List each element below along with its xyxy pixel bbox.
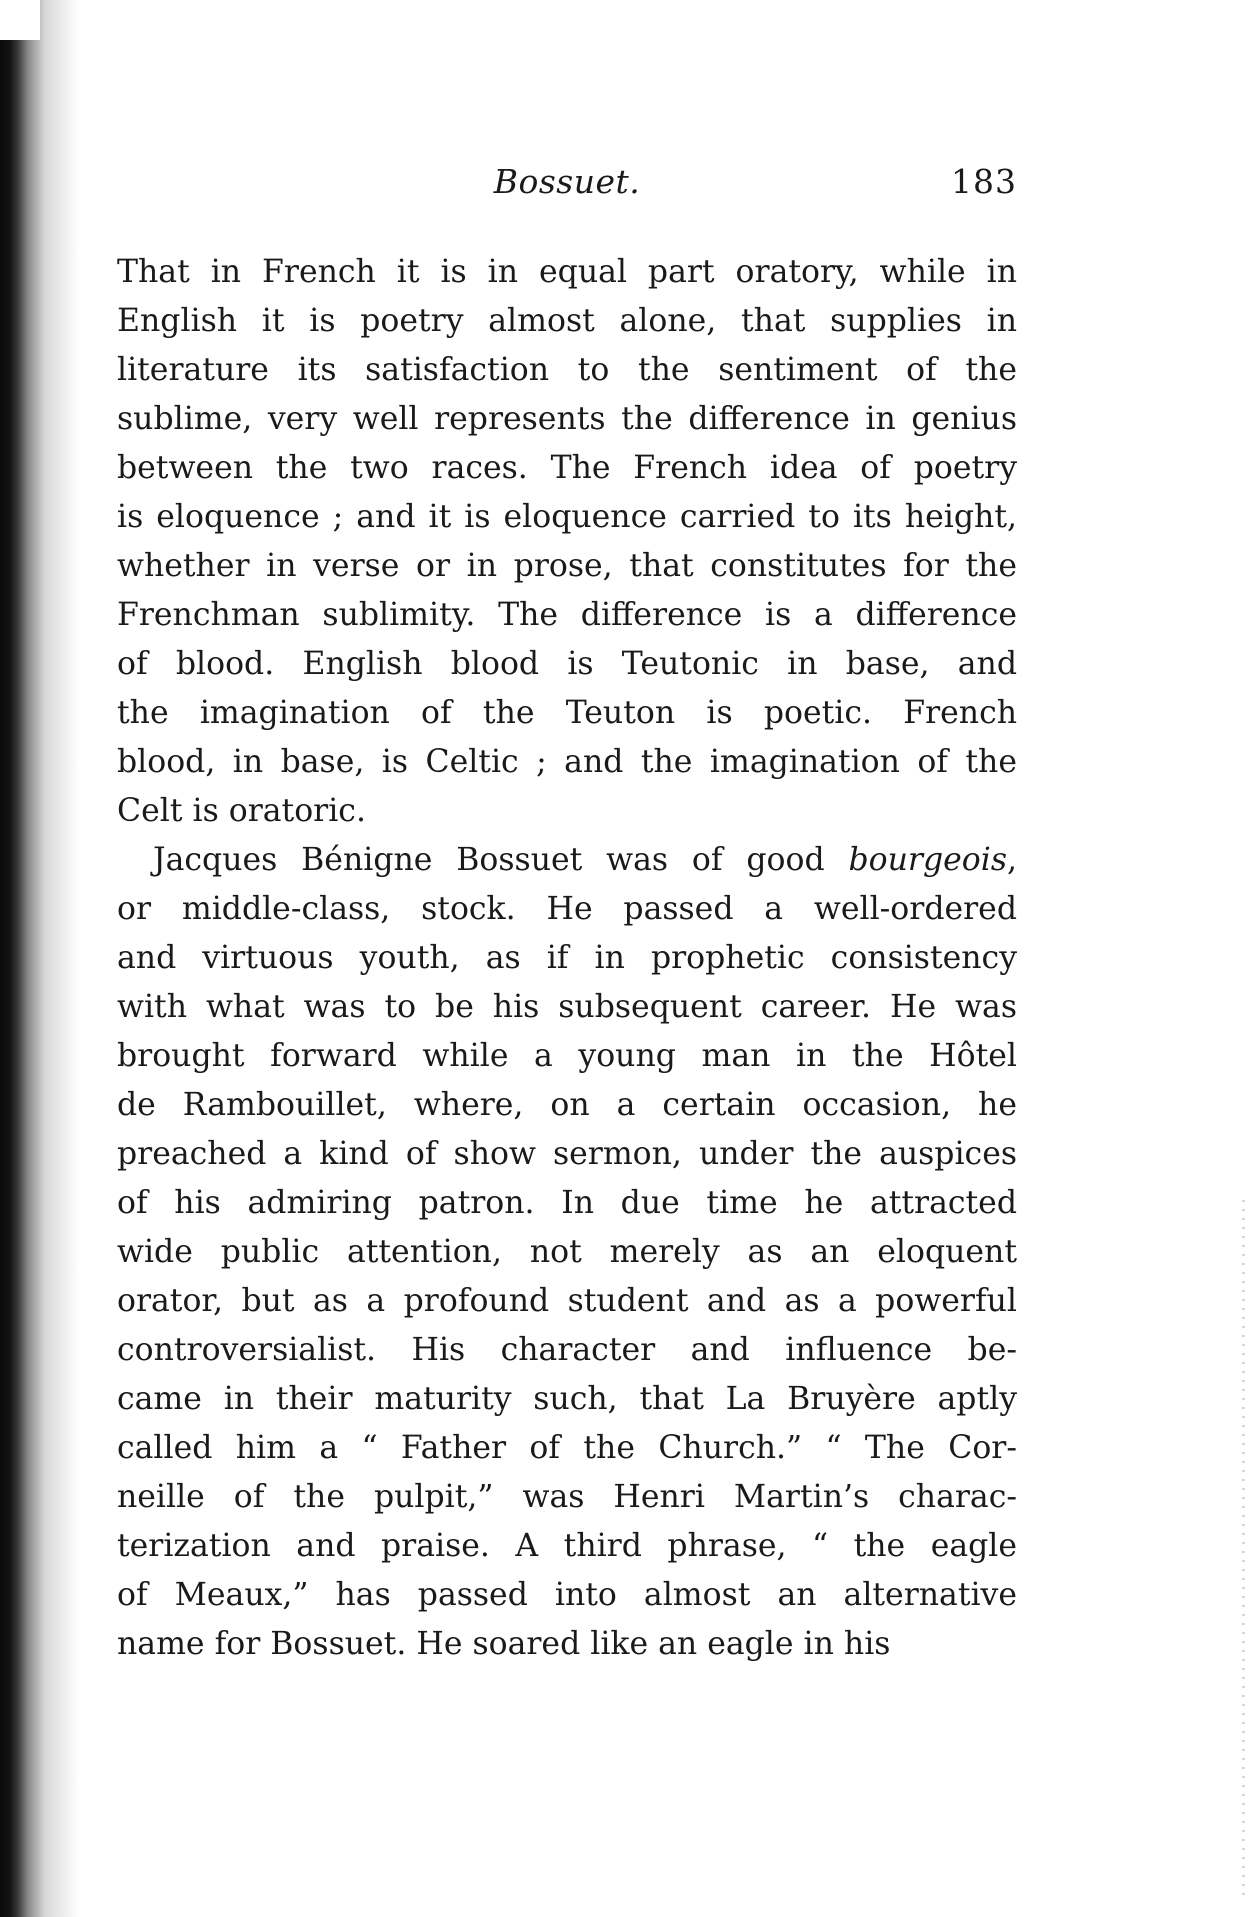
text-line-first (117, 836, 1017, 885)
body-text (117, 248, 1017, 1669)
text-line: of blood. English blood is Teutonic in base, and (117, 646, 1017, 682)
text-line: called him a “ Father of the Church.” “ The Cor- (117, 1430, 1017, 1466)
text-line: is eloquence ; and it is eloquence carried to its height, (117, 499, 1017, 535)
text-line: or middle-class, stock. He passed a well-ordered (117, 891, 1017, 927)
page-number: 183 (951, 162, 1017, 201)
text-line: the imagination of the Teuton is poetic. French (117, 695, 1017, 731)
text-line: Celt is oratoric. (117, 793, 366, 829)
text-line: between the two races. The French idea of poetry (117, 450, 1017, 486)
text-line: name for Bossuet. He soared like an eagle in his (117, 1626, 891, 1662)
text-line: of Meaux,” has passed into almost an alternative (117, 1577, 1017, 1613)
text-line: wide public attention, not merely as an eloquent (117, 1234, 1017, 1270)
running-head (117, 162, 1017, 212)
text-line: came in their maturity such, that La Bruyère aptly (117, 1381, 1017, 1417)
text-line: That in French it is in equal part oratory, while in (117, 254, 1017, 290)
text-line: English it is poetry almost alone, that supplies in (117, 303, 1017, 339)
binding-shadow (0, 0, 100, 1917)
text-line: neille of the pulpit,” was Henri Martin’s charac- (117, 1479, 1017, 1515)
text-line: terization and praise. A third phrase, “ the eagle (117, 1528, 1017, 1564)
text-line: orator, but as a profound student and as a powerful (117, 1283, 1017, 1319)
text-line: of his admiring patron. In due time he attracted (117, 1185, 1017, 1221)
text-line: Frenchman sublimity. The difference is a difference (117, 597, 1017, 633)
text-line: brought forward while a young man in the Hôtel (117, 1038, 1017, 1074)
text-segment: Jacques Bénigne Bossuet was of good (153, 842, 849, 878)
running-title: Bossuet. (493, 162, 641, 201)
paragraph-2 (117, 836, 1017, 1669)
binding-top (0, 0, 40, 40)
text-line: de Rambouillet, where, on a certain occasion, he (117, 1087, 1017, 1123)
text-line: with what was to be his subsequent career. He was (117, 989, 1017, 1025)
text-line: controversialist. His character and influence be- (117, 1332, 1017, 1368)
text-line: blood, in base, is Celtic ; and the imagination of the (117, 744, 1017, 780)
text-segment: , (1006, 842, 1017, 878)
page-edge-speckle (1242, 1200, 1245, 1900)
text-line: and virtuous youth, as if in prophetic consistency (117, 940, 1017, 976)
text-line: literature its satisfaction to the sentiment of the (117, 352, 1017, 388)
text-line: preached a kind of show sermon, under the auspices (117, 1136, 1017, 1172)
text-line: sublime, very well represents the difference in genius (117, 401, 1017, 437)
italic-word: bourgeois (848, 842, 1007, 878)
paragraph-1 (117, 248, 1017, 836)
text-line: whether in verse or in prose, that constitutes for the (117, 548, 1017, 584)
